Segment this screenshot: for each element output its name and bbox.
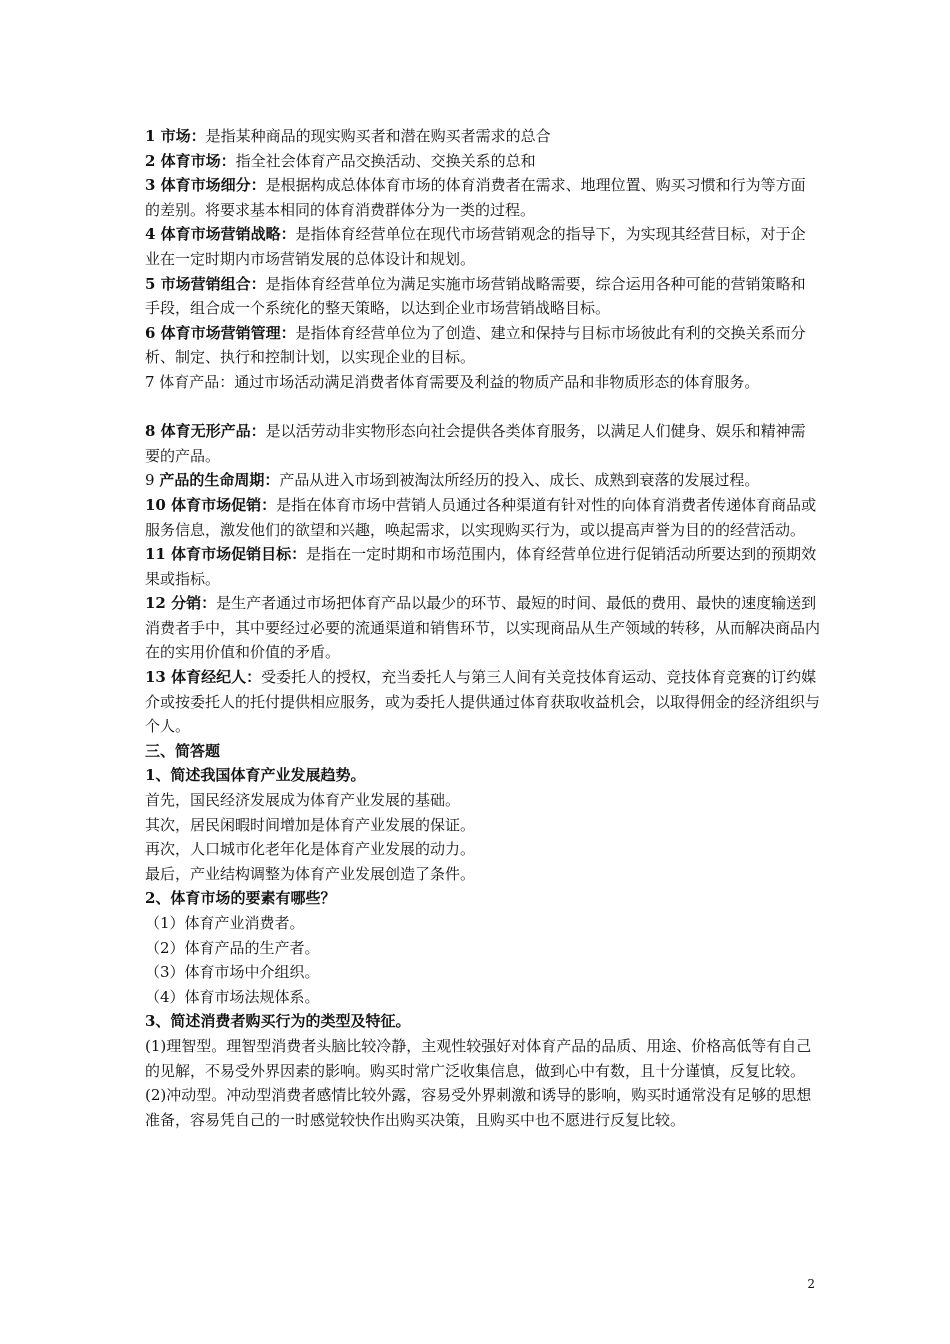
question-1-title: 1、简述我国体育产业发展趋势。	[145, 766, 366, 785]
term: 2 体育市场：	[145, 151, 236, 170]
definition-text: 是指在一定时期和市场范围内，体育经营单位进行促销活动所要达到的预期效果或指标。	[145, 545, 817, 588]
term: 4 体育市场营销战略：	[145, 225, 296, 244]
answer-paragraph: (2)冲动型。冲动型消费者感情比较外露，容易受外界刺激和诱导的影响，购买时通常没有足够的思想准备，容易凭自己的一时感觉较快作出购买决策，且购买中也不愿进行反复比较。	[145, 1086, 812, 1129]
term: 12 分销：	[145, 594, 217, 613]
term: 6 体育市场营销管理：	[145, 323, 296, 342]
page-content	[145, 124, 820, 1132]
term: 13 体育经纪人：	[145, 668, 262, 687]
answer-line: （3）体育市场中介组织。	[145, 963, 320, 982]
term: 8 体育无形产品：	[145, 422, 266, 441]
answer-line: 首先，国民经济发展成为体育产业发展的基础。	[145, 791, 461, 810]
definition-1	[145, 124, 820, 149]
definition-10	[145, 493, 820, 542]
term-prefix: 9	[145, 471, 160, 490]
definition-text: 是指某种商品的现实购买者和潜在购买者需求的总合	[205, 127, 551, 145]
answer-line: （2）体育产品的生产者。	[145, 938, 320, 957]
definition-text: 是生产者通过市场把体育产品以最少的环节、最短的时间、最低的费用、最快的速度输送到消费者手中，其中要经过必要的流通渠道和销售环节，以实现商品从生产领域的转移，从而解决商品内在的实用价值和价值的矛盾。	[145, 594, 821, 662]
definition-8	[145, 419, 820, 468]
answer-line: （4）体育市场法规体系。	[145, 987, 320, 1006]
answer-line: 其次，居民闲暇时间增加是体育产业发展的保证。	[145, 815, 476, 834]
definition-text: 受委托人的授权，充当委托人与第三人间有关竞技体育运动、竞技体育竞赛的订约媒介或按委托人的托付提供相应服务，或为委托人提供通过体育获取收益机会，以取得佣金的经济组织与个人。	[145, 668, 821, 736]
answer-paragraph: (1)理智型。理智型消费者头脑比较冷静，主观性较强好对体育产品的品质、用途、价格高低等有自己的见解，不易受外界因素的影响。购买时常广泛收集信息，做到心中有数，且十分谨慎，反复比较。	[145, 1036, 812, 1080]
section-heading: 三、简答题	[145, 741, 221, 760]
answer-line: 最后，产业结构调整为体育产业发展创造了条件。	[145, 864, 476, 883]
blank-line	[145, 395, 820, 420]
definition-6	[145, 321, 820, 370]
term: 1 市场：	[145, 127, 206, 145]
definition-text: 是指体育经营单位在现代市场营销观念的指导下，为实现其经营目标，对于企业在一定时期内市场营销发展的总体设计和规划。	[145, 225, 806, 268]
definition-text: 是根据构成总体体育市场的体育消费者在需求、地理位置、购买习惯和行为等方面的差别。将要求基本相同的体育消费群体分为一类的过程。	[145, 176, 806, 219]
definition-text: 是以活劳动非实物形态向社会提供各类体育服务，以满足人们健身、娱乐和精神需要的产品。	[145, 422, 806, 465]
term: 10 体育市场促销：	[145, 495, 277, 514]
definition-text: 产品从进入市场到被淘汰所经历的投入、成长、成熟到衰落的发展过程。	[279, 471, 760, 490]
definition-3	[145, 173, 820, 222]
term: 3 体育市场细分：	[145, 176, 266, 195]
definition-9	[145, 468, 820, 493]
page-number: 2	[807, 1277, 815, 1291]
definition-text: 是指体育经营单位为满足实施市场营销战略需要，综合运用各种可能的营销策略和手段，组合成一个系统化的整天策略，以达到企业市场营销战略目标。	[145, 274, 806, 318]
question-2-title: 2、体育市场的要素有哪些？	[145, 889, 336, 908]
definition-11	[145, 542, 820, 591]
definition-7	[145, 370, 820, 395]
term: 5 市场营销组合：	[145, 274, 266, 293]
definition-text: 是指在体育市场中营销人员通过各种渠道有针对性的向体育消费者传递体育商品或服务信息，激发他们的欲望和兴趣，唤起需求，以实现购买行为，或以提高声誉为目的的经营活动。	[145, 495, 817, 539]
definition-13	[145, 665, 820, 739]
definition-text: 是指体育经营单位为了创造、建立和保持与目标市场彼此有利的交换关系而分析、制定、执行和控制计划，以实现企业的目标。	[145, 323, 806, 367]
question-3-title: 3、简述消费者购买行为的类型及特征。	[145, 1012, 411, 1031]
answer-line: 再次，人口城市化老年化是体育产业发展的动力。	[145, 840, 476, 859]
definition-5	[145, 272, 820, 321]
definition-text: 指全社会体育产品交换活动、交换关系的总和	[235, 151, 536, 170]
answer-line: （1）体育产业消费者。	[145, 914, 305, 932]
definition-2	[145, 149, 820, 174]
definition-4	[145, 222, 820, 271]
definition-12	[145, 591, 820, 665]
definition-text: 7 体育产品：通过市场活动满足消费者体育需要及利益的物质产品和非物质形态的体育服务。	[145, 372, 760, 391]
term: 产品的生命周期：	[159, 471, 280, 490]
term: 11 体育市场促销目标：	[145, 545, 307, 564]
